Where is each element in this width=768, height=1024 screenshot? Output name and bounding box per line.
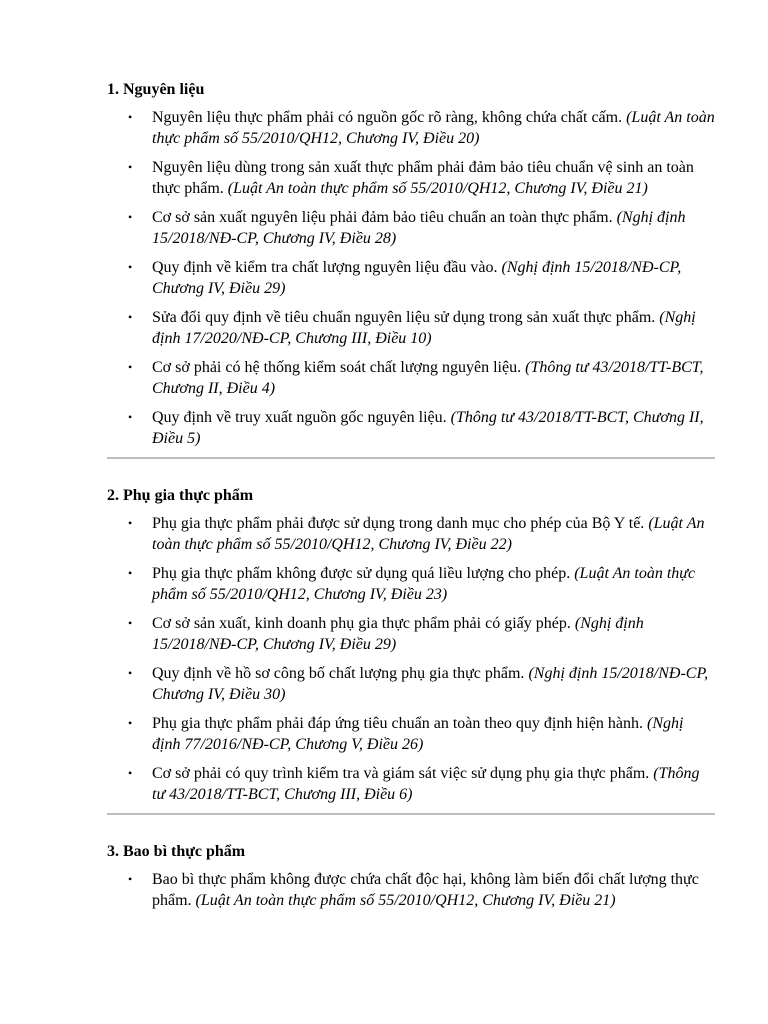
legal-reference: (Thông tư 43/2018/TT-BCT, Chương II, Điều 4): [152, 359, 704, 397]
item-text: Cơ sở sản xuất, kinh doanh phụ gia thực phẩm phải có giấy phép.: [152, 615, 571, 632]
bullet-icon: •: [128, 716, 133, 730]
item-text: Nguyên liệu thực phẩm phải có nguồn gốc rõ ràng, không chứa chất cấm.: [152, 109, 623, 126]
item-text: Quy định về hồ sơ công bố chất lượng phụ gia thực phẩm.: [152, 665, 525, 682]
item-text: Phụ gia thực phẩm phải được sử dụng trong danh mục cho phép của Bộ Y tế.: [152, 515, 645, 532]
list-item: [107, 207, 715, 249]
legal-reference: (Luật An toàn thực phẩm số 55/2010/QH12, Chương IV, Điều 21): [195, 892, 616, 909]
list-item: [107, 257, 715, 299]
bullet-icon: •: [128, 110, 133, 124]
bullet-icon: •: [128, 410, 133, 424]
bullet-list: [107, 869, 715, 911]
list-item: [107, 713, 715, 755]
section-bao-bi: [107, 841, 715, 911]
legal-reference: (Luật An toàn thực phẩm số 55/2010/QH12, Chương IV, Điều 23): [152, 565, 696, 603]
list-item: [107, 613, 715, 655]
item-text: Sửa đổi quy định về tiêu chuẩn nguyên liệu sử dụng trong sản xuất thực phẩm.: [152, 309, 656, 326]
section-divider: [107, 813, 715, 815]
legal-reference: (Thông tư 43/2018/TT-BCT, Chương III, Điều 6): [152, 765, 700, 803]
document-body: [107, 79, 715, 919]
legal-reference: (Nghị định 77/2016/NĐ-CP, Chương V, Điều 26): [152, 715, 684, 753]
list-item: [107, 307, 715, 349]
bullet-icon: •: [128, 210, 133, 224]
item-text: Cơ sở sản xuất nguyên liệu phải đảm bảo tiêu chuẩn an toàn thực phẩm.: [152, 209, 613, 226]
item-text: Nguyên liệu dùng trong sản xuất thực phẩm phải đảm bảo tiêu chuẩn vệ sinh an toàn thực phẩm.: [152, 159, 694, 197]
legal-reference: (Thông tư 43/2018/TT-BCT, Chương II, Điều 5): [152, 409, 704, 447]
item-text: Cơ sở phải có hệ thống kiểm soát chất lượng nguyên liệu.: [152, 359, 522, 376]
item-text: Phụ gia thực phẩm không được sử dụng quá liều lượng cho phép.: [152, 565, 571, 582]
list-item: [107, 513, 715, 555]
list-item: [107, 663, 715, 705]
legal-reference: (Nghị định 15/2018/NĐ-CP, Chương IV, Điều 28): [152, 209, 686, 247]
bullet-list: [107, 107, 715, 449]
legal-reference: (Luật An toàn thực phẩm số 55/2010/QH12, Chương IV, Điều 22): [152, 515, 705, 553]
legal-reference: (Nghị định 15/2018/NĐ-CP, Chương IV, Điều 30): [152, 665, 709, 703]
bullet-icon: •: [128, 616, 133, 630]
item-text: Quy định về kiểm tra chất lượng nguyên liệu đầu vào.: [152, 259, 498, 276]
bullet-icon: •: [128, 666, 133, 680]
list-item: [107, 357, 715, 399]
bullet-icon: •: [128, 310, 133, 324]
section-heading: 2. Phụ gia thực phẩm: [107, 487, 254, 504]
list-item: [107, 407, 715, 449]
legal-reference: (Nghị định 17/2020/NĐ-CP, Chương III, Điều 10): [152, 309, 696, 347]
section-heading: 1. Nguyên liệu: [107, 81, 205, 98]
legal-reference: (Nghị định 15/2018/NĐ-CP, Chương IV, Điều 29): [152, 259, 682, 297]
bullet-icon: •: [128, 516, 133, 530]
section-heading: 3. Bao bì thực phẩm: [107, 843, 246, 860]
list-item: [107, 869, 715, 911]
bullet-icon: •: [128, 360, 133, 374]
bullet-list: [107, 513, 715, 805]
section-phu-gia: [107, 485, 715, 805]
legal-reference: (Luật An toàn thực phẩm số 55/2010/QH12, Chương IV, Điều 21): [227, 180, 648, 197]
section-divider: [107, 457, 715, 459]
item-text: Cơ sở phải có quy trình kiểm tra và giám sát việc sử dụng phụ gia thực phẩm.: [152, 765, 650, 782]
bullet-icon: •: [128, 566, 133, 580]
section-nguyen-lieu: [107, 79, 715, 449]
item-text: Quy định về truy xuất nguồn gốc nguyên liệu.: [152, 409, 447, 426]
legal-reference: (Nghị định 15/2018/NĐ-CP, Chương IV, Điều 29): [152, 615, 644, 653]
item-text: Bao bì thực phẩm không được chứa chất độc hại, không làm biến đổi chất lượng thực phẩm.: [152, 871, 699, 909]
list-item: [107, 107, 715, 149]
bullet-icon: •: [128, 872, 133, 886]
bullet-icon: •: [128, 160, 133, 174]
bullet-icon: •: [128, 766, 133, 780]
list-item: [107, 763, 715, 805]
bullet-icon: •: [128, 260, 133, 274]
item-text: Phụ gia thực phẩm phải đáp ứng tiêu chuẩn an toàn theo quy định hiện hành.: [152, 715, 644, 732]
list-item: [107, 157, 715, 199]
legal-reference: (Luật An toàn thực phẩm số 55/2010/QH12, Chương IV, Điều 20): [152, 109, 715, 147]
list-item: [107, 563, 715, 605]
